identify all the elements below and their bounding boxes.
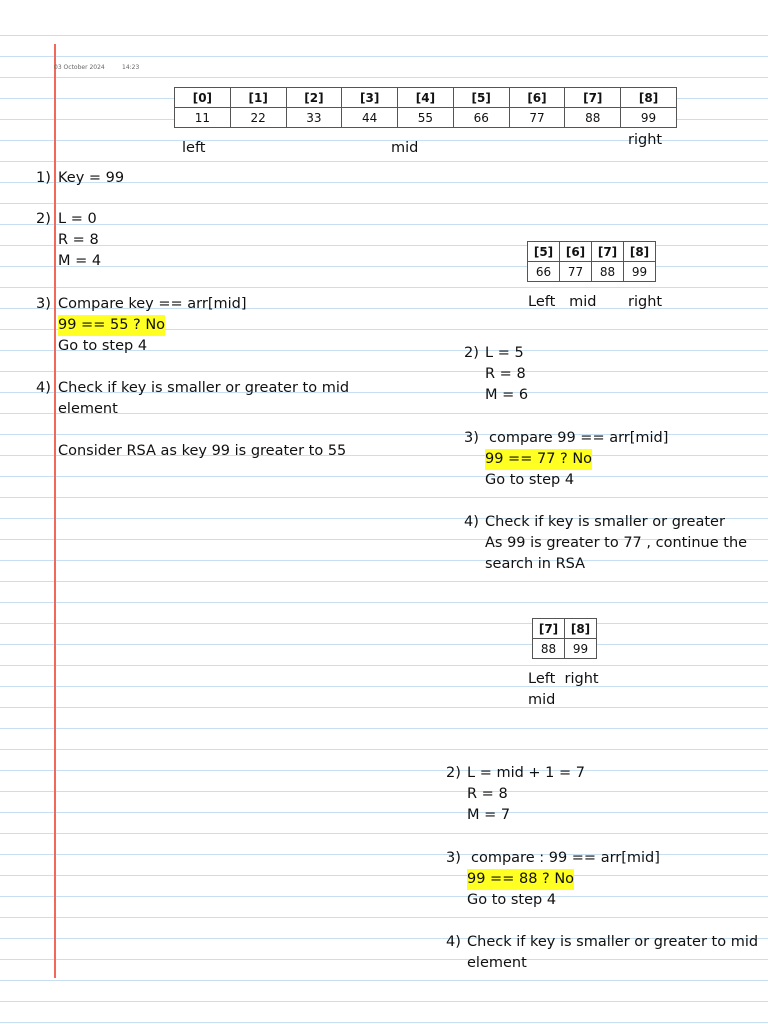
highlighted-compare-result: 99 == 55 ? No	[58, 315, 165, 336]
array-value: 88	[565, 108, 621, 128]
step-m-value: M = 7	[467, 807, 511, 823]
pointer-labels: Left mid	[528, 294, 597, 310]
step-check-text-cont: element	[467, 955, 527, 971]
step-r-value: R = 8	[58, 232, 99, 248]
step-check-text-cont: element	[58, 401, 118, 417]
step-check-text: Check if key is smaller or greater to mid	[58, 380, 350, 396]
step-l-value: L = mid + 1 = 7	[467, 765, 585, 781]
array-value: 99	[624, 262, 656, 282]
step-check-text-cont: search in RSA	[485, 556, 586, 572]
array-value: 33	[286, 108, 342, 128]
array-value: 99	[565, 639, 597, 659]
step-check-text: Check if key is smaller or greater	[485, 514, 725, 530]
array-index: [8]	[624, 242, 656, 262]
array-value: 88	[533, 639, 565, 659]
step-number: 4)	[36, 380, 51, 396]
margin-line	[54, 44, 56, 978]
array-value: 77	[560, 262, 592, 282]
step-compare-text: Compare key == arr[mid]	[58, 296, 247, 312]
step-number: 3)	[464, 430, 479, 446]
array-index: [4]	[398, 88, 454, 108]
step-number: 4)	[464, 514, 479, 530]
note-date: 03 October 2024	[54, 64, 105, 71]
array-value: 22	[230, 108, 286, 128]
step-check-text-cont: As 99 is greater to 77 , continue the	[485, 535, 748, 551]
step-number: 2)	[446, 765, 461, 781]
step-l-value: L = 5	[485, 345, 524, 361]
array-index: [0]	[175, 88, 231, 108]
second-array-table	[527, 241, 656, 282]
array-value: 99	[621, 108, 677, 128]
array-value: 44	[342, 108, 398, 128]
pointer-right-label: right	[628, 132, 663, 148]
array-value: 88	[592, 262, 624, 282]
pointer-mid-label: mid	[528, 692, 556, 708]
array-index: [1]	[230, 88, 286, 108]
array-index: [7]	[533, 619, 565, 639]
step-number: 1)	[36, 170, 51, 186]
step-goto-text: Go to step 4	[467, 892, 557, 908]
array-value: 11	[175, 108, 231, 128]
step-m-value: M = 6	[485, 387, 529, 403]
array-index: [7]	[592, 242, 624, 262]
array-index: [8]	[621, 88, 677, 108]
pointer-right-label: right	[628, 294, 663, 310]
array-index: [6]	[509, 88, 565, 108]
note-time: 14:23	[122, 64, 140, 71]
step-number: 4)	[446, 934, 461, 950]
step-goto-text: Go to step 4	[485, 472, 575, 488]
array-index: [8]	[565, 619, 597, 639]
step-number: 2)	[36, 211, 51, 227]
step-r-value: R = 8	[467, 786, 508, 802]
step-m-value: M = 4	[58, 253, 102, 269]
step-l-value: L = 0	[58, 211, 97, 227]
main-array-table	[174, 87, 677, 128]
step-number: 3)	[36, 296, 51, 312]
highlighted-compare-result: 99 == 88 ? No	[467, 869, 574, 890]
array-index: [7]	[565, 88, 621, 108]
array-index: [3]	[342, 88, 398, 108]
array-value: 77	[509, 108, 565, 128]
array-index: [5]	[453, 88, 509, 108]
array-index: [6]	[560, 242, 592, 262]
step-number: 2)	[464, 345, 479, 361]
step-note: Consider RSA as key 99 is greater to 55	[58, 443, 347, 459]
array-value: 55	[398, 108, 454, 128]
step-key-text: Key = 99	[58, 170, 125, 186]
array-index: [5]	[528, 242, 560, 262]
array-index: [2]	[286, 88, 342, 108]
pointer-mid-label: mid	[391, 140, 419, 156]
step-goto-text: Go to step 4	[58, 338, 148, 354]
step-check-text: Check if key is smaller or greater to mid	[467, 934, 759, 950]
highlighted-compare-result: 99 == 77 ? No	[485, 449, 592, 470]
third-array-table	[532, 618, 597, 659]
step-number: 3)	[446, 850, 461, 866]
step-compare-text: compare : 99 == arr[mid]	[471, 850, 660, 866]
pointer-labels: Left right	[528, 671, 599, 687]
step-r-value: R = 8	[485, 366, 526, 382]
array-value: 66	[453, 108, 509, 128]
pointer-left-label: left	[182, 140, 206, 156]
step-compare-text: compare 99 == arr[mid]	[489, 430, 669, 446]
array-value: 66	[528, 262, 560, 282]
